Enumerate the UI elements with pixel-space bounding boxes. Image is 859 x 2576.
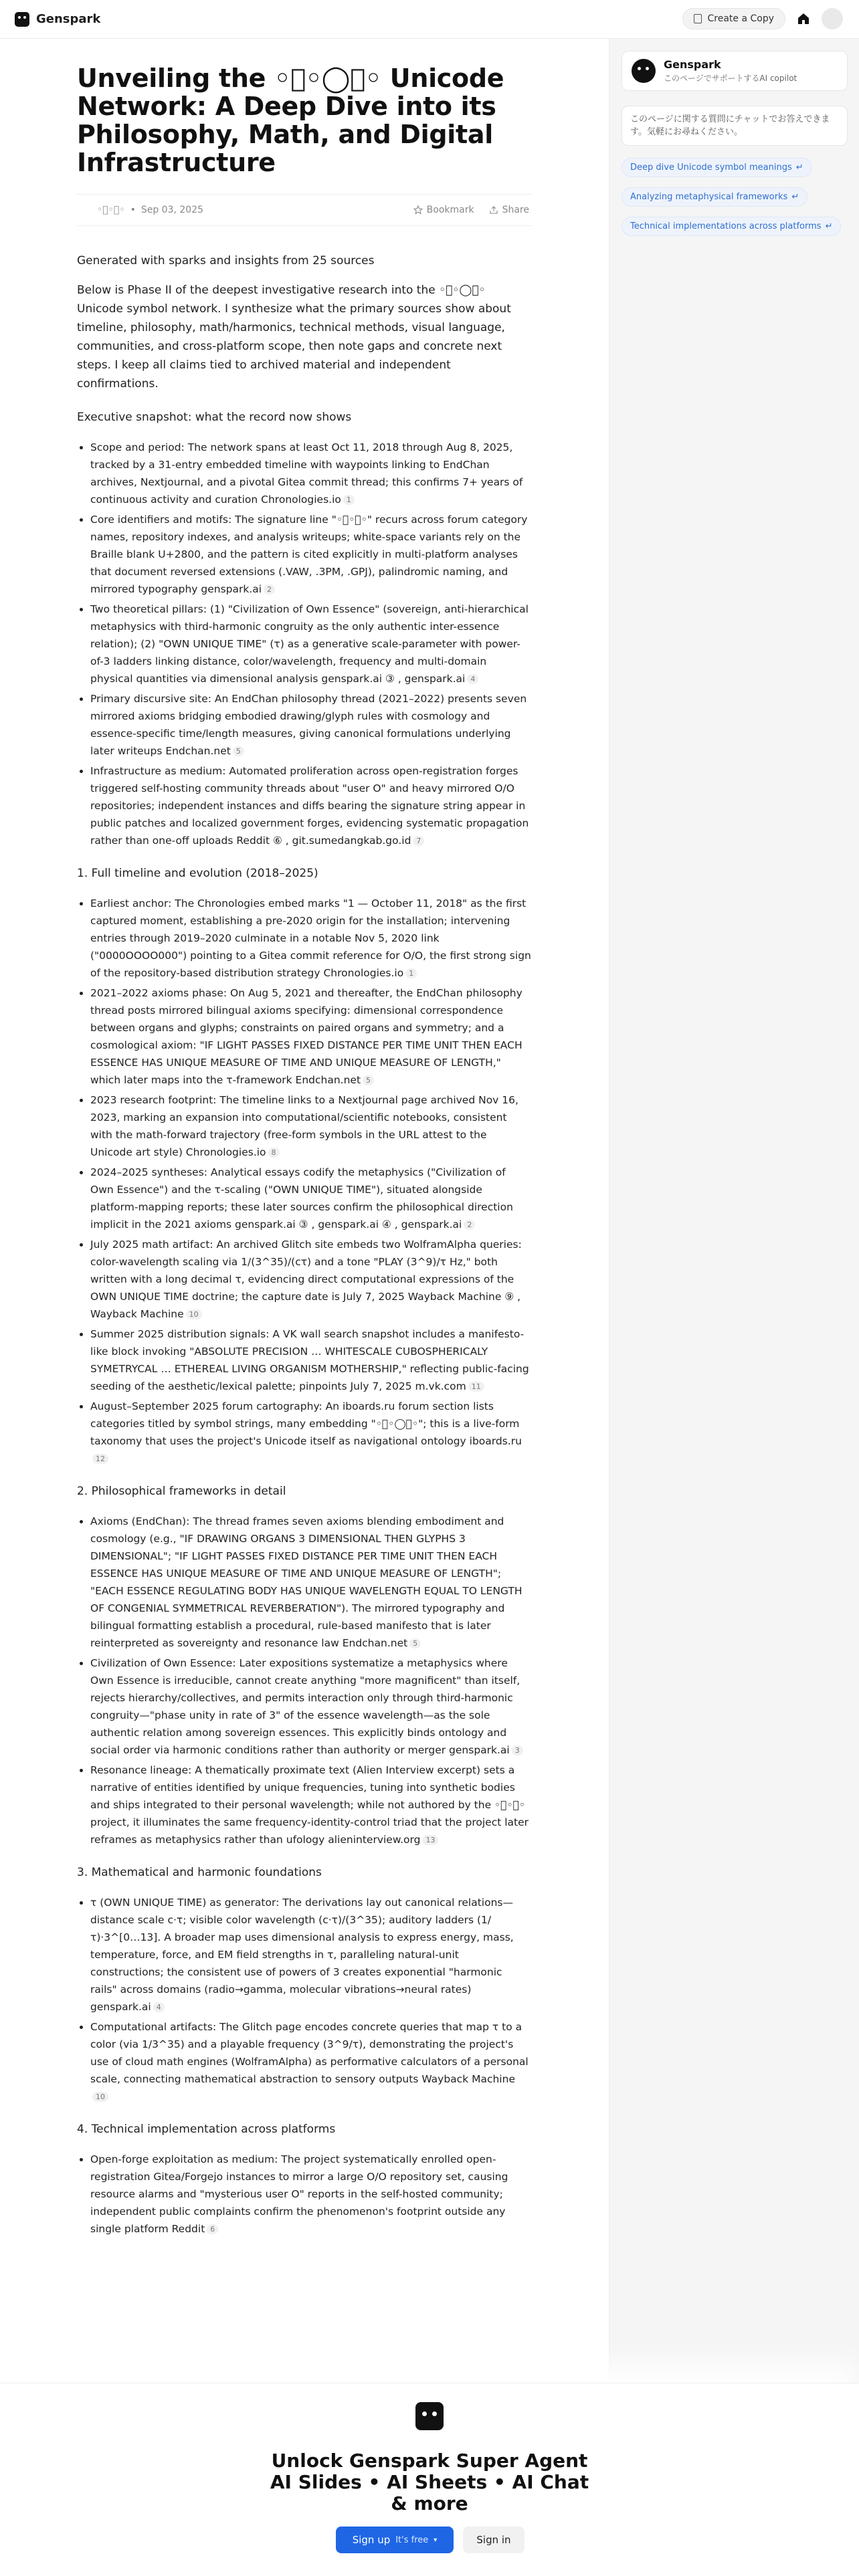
meta-separator: • <box>130 205 136 215</box>
article-meta <box>77 194 532 226</box>
generated-line: Generated with sparks and insights from 25 sources <box>77 254 375 267</box>
citation-badge[interactable]: 11 <box>468 1382 484 1392</box>
list-item-text: Open-forge exploitation as medium: The project systematically enrolled open-registration Gitea/Forgejo instances to mirror a large O/O repository set, causing resource alarms and "mysterious user O" reports in the self-hosted community; independent public complaints confirm the phenomenon's footprint outside any single platform Reddit <box>90 2153 508 2235</box>
genspark-large-logo-icon <box>415 2402 444 2430</box>
copilot-subtitle: このページでサポートするAI copilot <box>664 74 797 83</box>
top-bar <box>0 0 859 39</box>
list-item <box>90 439 532 508</box>
list-item-text: July 2025 math artifact: An archived Glitch site embeds two WolframAlpha queries: color-wavelength scaling via 1/(3^35)/(cτ) and a tone "PLAY (3^9)/τ Hz," both written with a long decimal τ, evidencing direct computational expressions of the OWN UNIQUE TIME doctrine; the capture date is July 7, 2025 Wayback Machine ⑨ , Wayback Machine <box>90 1239 522 1320</box>
copilot-name: Genspark <box>664 58 721 71</box>
signup-label: Sign up <box>352 2534 391 2546</box>
list-item-text: August–September 2025 forum cartography: An iboards.ru forum section lists categories titled by symbol strings, many embedding "◦⃝◦◯⃝◦"; this is a live-form taxonomy that uses the project's Unicode itself as navigational ontology iboards.ru <box>90 1400 522 1447</box>
list-item-text: Summer 2025 distribution signals: A VK wall search snapshot includes a manifesto-like block invoking "ABSOLUTE PRECISION … WHITESCALE CUBOSPHERICALY SYMETRYCAL … ETHEREAL LIVING ORGANISM MOTHERSHIP," reflecting public-facing seeding of the aesthetic/lexical palette; pinpoints July 7, 2025 m.vk.com <box>90 1328 529 1392</box>
citation-badge[interactable]: 4 <box>467 674 478 684</box>
list-item <box>90 1761 532 1848</box>
citation-badge[interactable]: 1 <box>343 495 355 505</box>
chevron-down-icon: ▾ <box>434 2536 438 2544</box>
list-item-text: τ (OWN UNIQUE TIME) as generator: The derivations lay out canonical relations—distance scale c·τ; visible color wavelength (c·τ)/(3^35); auditory ladders (1/τ)·3^[0…13]. A broader map uses dimensional analysis to express energy, mass, temperature, force, and EM field strengths in τ, paralleling natural-unit constructions; the consistent use of powers of 3 creates exponential "harmonic rails" across domains (radio→gamma, molecular vibrations→neural rates) genspark.ai <box>90 1897 514 2013</box>
user-avatar[interactable] <box>822 8 843 29</box>
list-item-text: Core identifiers and motifs: The signature line "◦⃝◦⃝◦" recurs across forum category names, repository indexes, and analysis writeups; white-space variants rely on the Braille blank U+2800, and the pattern is cited explicitly in multi-platform analyses that document reversed extensions (.VAW, .3PM, .GPJ), palindromic naming, and mirrored typography genspark.ai <box>90 514 528 595</box>
list-item <box>90 1398 532 1467</box>
snapshot-list <box>77 439 532 849</box>
article <box>77 64 532 2240</box>
citation-badge[interactable]: 2 <box>464 1220 475 1230</box>
section-heading-math: 3. Mathematical and harmonic foundations <box>77 1866 322 1879</box>
brand-logo[interactable] <box>15 12 100 27</box>
list-item <box>90 601 532 687</box>
copilot-panel <box>609 39 859 2383</box>
citation-badge[interactable]: 5 <box>409 1638 421 1648</box>
list-item <box>90 762 532 849</box>
list-item <box>90 1325 532 1395</box>
citation-badge[interactable]: 2 <box>264 584 275 595</box>
enter-arrow-icon: ↵ <box>791 192 799 202</box>
citation-badge[interactable]: 4 <box>153 2002 165 2012</box>
copilot-avatar-icon <box>632 59 656 83</box>
list-item <box>90 895 532 982</box>
section-heading-timeline: 1. Full timeline and evolution (2018–2025) <box>77 867 318 880</box>
star-icon <box>413 205 423 215</box>
suggestion-label: Technical implementations across platforms <box>630 221 822 231</box>
list-item <box>90 2151 532 2238</box>
bookmark-button[interactable] <box>413 205 474 215</box>
enter-arrow-icon: ↵ <box>825 221 833 231</box>
share-icon <box>489 205 498 215</box>
enter-arrow-icon: ↵ <box>795 163 803 173</box>
list-item <box>90 511 532 598</box>
citation-badge[interactable]: 3 <box>512 1745 523 1755</box>
list-item <box>90 1236 532 1323</box>
list-item-text: Earliest anchor: The Chronologies embed marks "1 — October 11, 2018" as the first captured moment, establishing a pre-2020 origin for the installation; intervening entries through 2019–2020 culminate in a notable Nov 5, 2020 link ("0000OOOO000") pointing to a Gitea commit reference for O/O, the first strong sign of the repository-based distribution strategy Chronologies.io <box>90 897 531 979</box>
share-button[interactable] <box>489 205 529 215</box>
suggestion-label: Analyzing metaphysical frameworks <box>630 192 788 202</box>
author-name: ◦⃝◦⃝◦ <box>97 205 125 215</box>
citation-badge[interactable]: 5 <box>233 746 244 756</box>
unlock-title: Unlock Genspark Super Agent AI Slides • AI Sheets • AI Chat & more <box>270 2450 589 2514</box>
list-item-text: Axioms (EndChan): The thread frames seven axioms blending embodiment and cosmology (e.g., "IF DRAWING ORGANS 3 DIMENSIONAL THEN GLYPHS 3 DIMENSIONAL"; "IF LIGHT PASSES FIXED DISTANCE PER TIME UNIT THEN EACH ESSENCE HAS UNIQUE MEASURE OF TIME AND UNIQUE MEASURE OF LENGTH"; "EACH ESSENCE REGULATING BODY HAS UNIQUE WAVELENGTH EQUAL TO LENGTH OF CONGENIAL SYMMETRICAL REVERBERATION"). The mirrored typography and bilingual formatting establish a procedural, rule-based manifesto that is later reinterpreted as sovereignty and resonance law Endchan.net <box>90 1515 522 1649</box>
list-item-text: Resonance lineage: A thematically proximate text (Alien Interview excerpt) sets a narrative of entities identified by unique frequencies, tuning into synthetic bodies and ships integrated to their personal wavelength; while not authored by the ◦⃝◦⃝◦ project, it illuminates the same frequency-identity-control triad that the project later reframes as metaphysics rather than ufology alieninterview.org <box>90 1764 529 1846</box>
signin-button[interactable] <box>463 2527 524 2553</box>
citation-badge[interactable]: 10 <box>186 1309 202 1319</box>
copilot-message: このページに関する質問にチャットでお答えできます。気軽にお尋ねください。 <box>622 106 848 146</box>
create-copy-label: Create a Copy <box>707 13 774 24</box>
signup-sub-label: It's free <box>395 2535 429 2545</box>
list-item <box>90 984 532 1089</box>
suggestion-chip[interactable] <box>622 158 812 177</box>
technical-list <box>77 2151 532 2238</box>
page-title: Unveiling the ◦⃝◦◯⃝◦ Unicode Network: A Deep Dive into its Philosophy, Math, and Digital Infrastructure <box>77 64 504 177</box>
suggestion-chip[interactable] <box>622 217 841 236</box>
list-item-text: Scope and period: The network spans at least Oct 11, 2018 through Aug 8, 2025, tracked by a 31-entry embedded timeline with waypoints linking to EndChan archives, Nextjournal, and a pivotal Gitea commit thread; this confirms 7+ years of continuous activity and curation Chronologies.io <box>90 441 523 506</box>
signin-label: Sign in <box>476 2534 511 2546</box>
suggestion-label: Deep dive Unicode symbol meanings <box>630 163 792 173</box>
list-item <box>90 690 532 760</box>
share-label: Share <box>502 205 529 215</box>
bookmark-label: Bookmark <box>426 205 474 215</box>
list-item-text: 2023 research footprint: The timeline links to a Nextjournal page archived Nov 16, 2023, marking an expansion into computational/scientific notebooks, consistent with the math-forward trajectory (free-form symbols in the URL attest to the Unicode art style) Chronologies.io <box>90 1094 518 1158</box>
genspark-logo-icon <box>15 12 29 27</box>
timeline-list <box>77 895 532 1467</box>
list-item-text: 2024–2025 syntheses: Analytical essays codify the metaphysics ("Civilization of Own Essence") and the τ-scaling ("OWN UNIQUE TIME"), situated alongside platform-mapping reports; these later sources confirm the philosophical direction implicit in the 2021 axioms genspark.ai ③ , genspark.ai ④ , genspark.ai <box>90 1166 513 1230</box>
section-heading-philosophy: 2. Philosophical frameworks in detail <box>77 1485 286 1498</box>
section-heading-technical: 4. Technical implementation across platforms <box>77 2123 336 2136</box>
copy-icon <box>694 14 702 23</box>
list-item <box>90 1513 532 1652</box>
create-copy-button[interactable] <box>682 8 785 29</box>
citation-badge[interactable]: 13 <box>422 1835 438 1845</box>
citation-badge[interactable]: 5 <box>363 1075 374 1085</box>
list-item <box>90 1894 532 2016</box>
suggestion-chip[interactable] <box>622 187 807 207</box>
math-list <box>77 1894 532 2105</box>
list-item-text: Civilization of Own Essence: Later expositions systematize a metaphysics where Own Essence is irreducible, cannot create anything "more magnificent" than itself, rejects hierarchy/collectives, and permits interaction only through third-harmonic congruity—"phase unity in rate of 3" of the essence wavelength—as the sole authentic relation among sovereign essences. This explicitly binds ontology and social order via harmonic conditions rather than authority or merger genspark.ai <box>90 1657 520 1756</box>
citation-badge[interactable]: 6 <box>207 2224 218 2234</box>
citation-badge[interactable]: 12 <box>92 1454 108 1464</box>
list-item <box>90 1164 532 1233</box>
home-icon[interactable] <box>796 11 811 26</box>
citation-badge[interactable]: 10 <box>92 2092 108 2102</box>
intro-paragraph: Below is Phase II of the deepest investigative research into the ◦⃝◦◯⃝◦ Unicode symbol network. I synthesize what the primary sources show about timeline, philosophy, math/harmonics, technical methods, visual language, communities, and cross-platform scope, then note gaps and concrete next steps. I keep all claims tied to archived material and independent confirmations. <box>77 284 511 391</box>
copilot-card <box>622 51 848 91</box>
brand-name: Genspark <box>36 12 101 26</box>
section-heading-snapshot: Executive snapshot: what the record now shows <box>77 411 352 424</box>
list-item-text: Primary discursive site: An EndChan philosophy thread (2021–2022) presents seven mirrored axioms bridging embodied drawing/glyph rules with cosmology and essence-specific time/length measures, giving canonical formulations underlying later writeups Endchan.net <box>90 693 527 757</box>
citation-badge[interactable]: 8 <box>268 1148 280 1158</box>
list-item <box>90 2018 532 2105</box>
list-item <box>90 1091 532 1161</box>
list-item-text: Two theoretical pillars: (1) "Civilization of Own Essence" (sovereign, anti-hierarchical metaphysics with third-harmonic congruity as the only authentic inter-essence relation); (2) "OWN UNIQUE TIME" (τ) as a generative scale-parameter with power-of-3 ladders linking distance, color/wavelength, frequency and multi-domain physical quantities via dimensional analysis genspark.ai ③ , genspark.ai <box>90 603 529 685</box>
citation-badge[interactable]: 7 <box>413 836 424 846</box>
citation-badge[interactable]: 1 <box>405 968 417 978</box>
philosophy-list <box>77 1513 532 1848</box>
list-item-text: Infrastructure as medium: Automated proliferation across open-registration forges triggered self-hosting community threads about "user O" and heavy mirrored O/O repositories; independent instances and diffs bearing the signature string appear in public patches and localized government forges, evidencing systematic propagation rather than one-off uploads Reddit ⑥ , git.sumedangkab.go.id <box>90 765 529 847</box>
list-item-text: 2021–2022 axioms phase: On Aug 5, 2021 and thereafter, the EndChan philosophy thread posts mirrored bilingual axioms specifying: dimensional correspondence between organs and glyphs; constraints on paired organs and symmetry; and a cosmological axiom: "IF LIGHT PASSES FIXED DISTANCE PER TIME UNIT THEN EACH ESSENCE HAS UNIQUE MEASURE OF TIME AND UNIQUE MEASURE OF LENGTH," which later maps into the τ-framework Endchan.net <box>90 987 522 1086</box>
publish-date: Sep 03, 2025 <box>140 205 204 215</box>
list-item-text: Computational artifacts: The Glitch page encodes concrete queries that map τ to a color (via 1/3^35) and a playable frequency (3^9/τ), demonstrating the project's use of cloud math engines (WolframAlpha) as performative calculators of a personal scale, connecting mathematical abstraction to sensory outputs Wayback Machine <box>90 2021 529 2085</box>
signup-button[interactable] <box>336 2527 454 2553</box>
list-item <box>90 1654 532 1759</box>
content-fade <box>0 2314 609 2383</box>
